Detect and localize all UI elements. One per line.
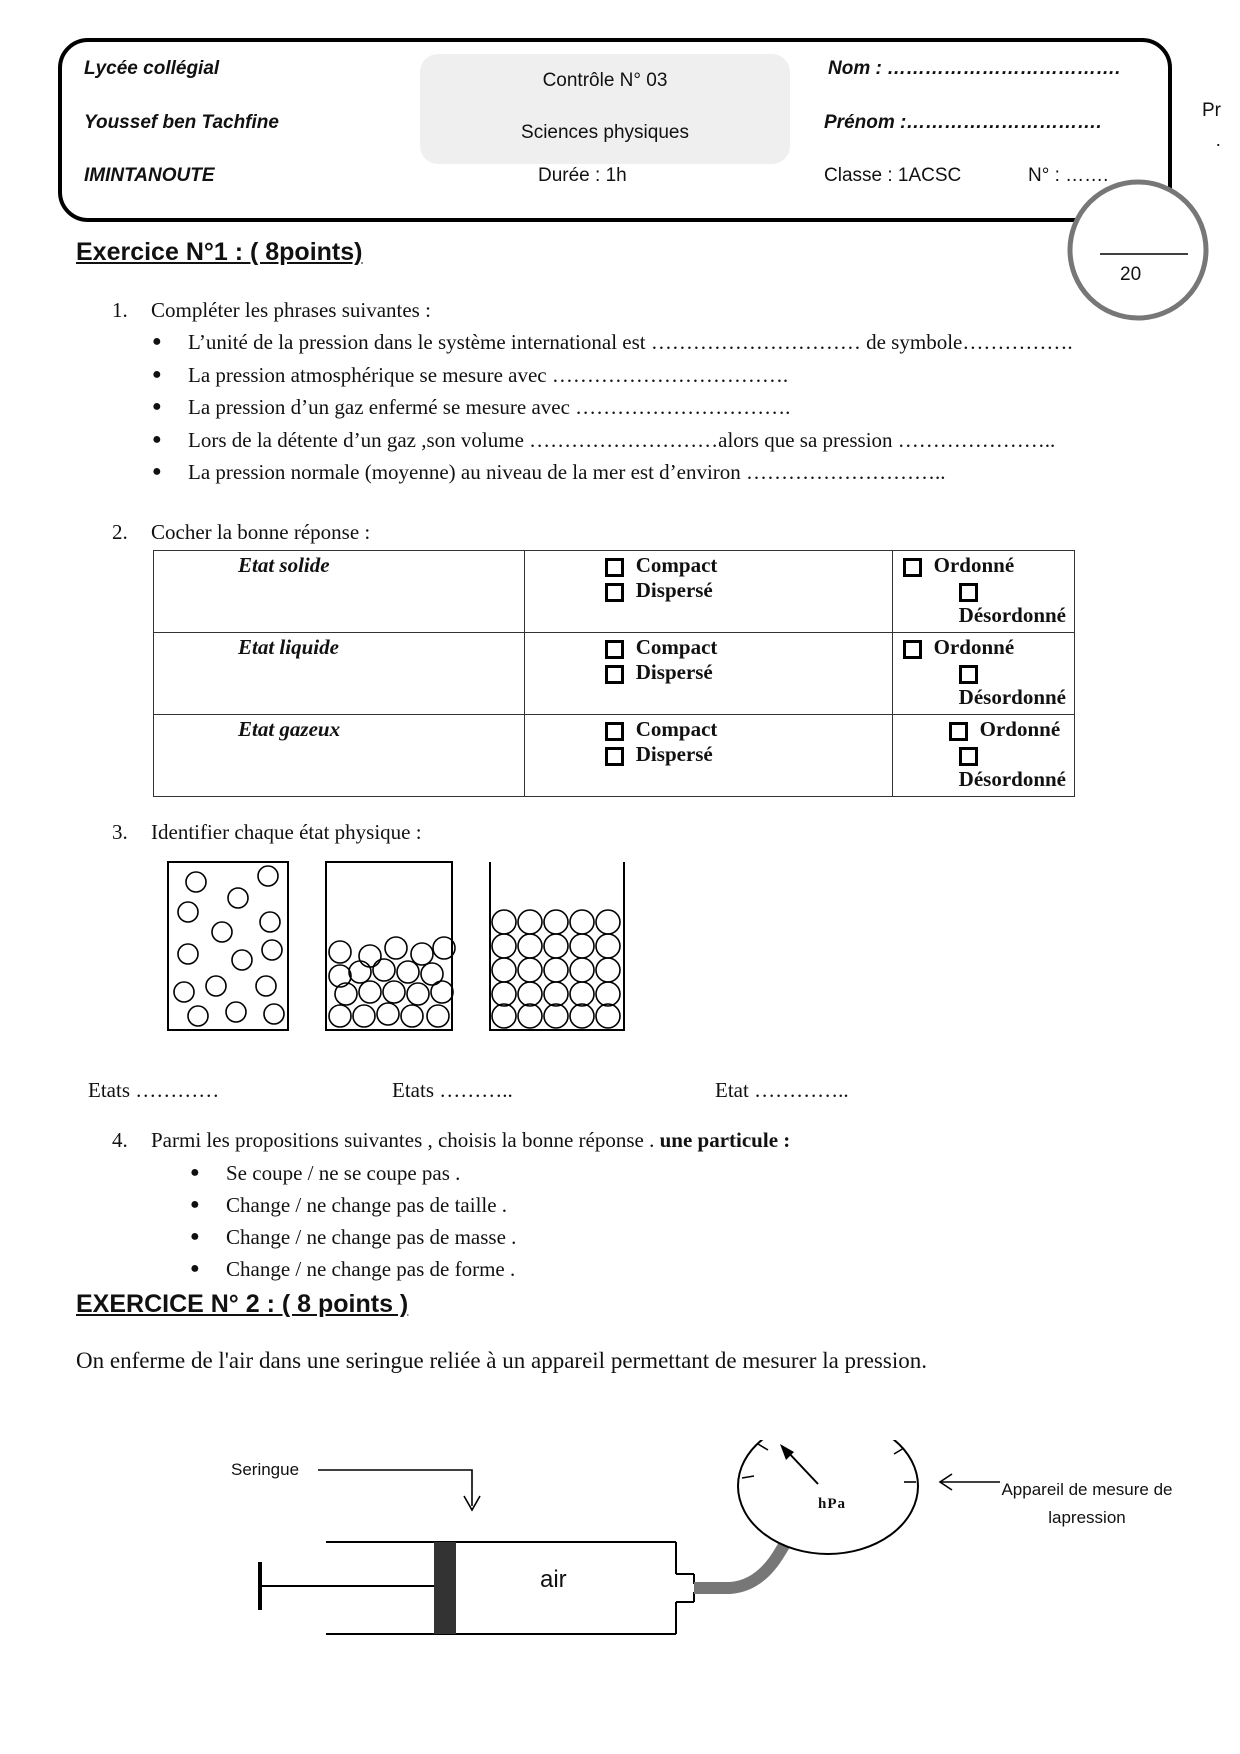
q2-number: 2. bbox=[112, 520, 128, 544]
q4-item-2: Change / ne change pas de taille . bbox=[226, 1193, 508, 1217]
bullet: ● bbox=[152, 463, 162, 480]
nom-field: Nom : ………………………………. bbox=[828, 58, 1121, 79]
checkbox[interactable] bbox=[959, 665, 978, 684]
option-compact[interactable]: Compact bbox=[605, 553, 884, 578]
exercise1-title: Exercice N°1 : ( 8points) bbox=[76, 238, 363, 266]
table-row bbox=[154, 551, 1075, 633]
device-label-line1: Appareil de mesure de bbox=[1001, 1480, 1173, 1499]
bullet: ● bbox=[190, 1196, 200, 1213]
checkbox[interactable] bbox=[959, 747, 978, 766]
device-label-line2: lapression bbox=[1048, 1508, 1126, 1527]
seringue-label: Seringue bbox=[231, 1460, 300, 1479]
q1-item-5: La pression normale (moyenne) au niveau de la mer est d’environ ……………………….. bbox=[188, 460, 946, 484]
bullet: ● bbox=[152, 431, 162, 448]
school-name-line2: Youssef ben Tachfine bbox=[84, 112, 279, 133]
state-label: Etat liquide bbox=[154, 633, 525, 715]
device-label bbox=[982, 1476, 1192, 1532]
gas-particles bbox=[174, 866, 284, 1026]
classe-field: Classe : 1ACSC bbox=[824, 165, 962, 186]
bullet: ● bbox=[190, 1260, 200, 1277]
prenom-field: Prénom :…………………………. bbox=[824, 112, 1102, 133]
option-compact[interactable]: Compact bbox=[605, 635, 884, 660]
option-ordonne[interactable]: Ordonné bbox=[903, 635, 1066, 660]
bullet: ● bbox=[190, 1228, 200, 1245]
checkbox[interactable] bbox=[903, 558, 922, 577]
checkbox[interactable] bbox=[605, 558, 624, 577]
checkbox[interactable] bbox=[903, 640, 922, 659]
checkbox[interactable] bbox=[959, 583, 978, 602]
state-answer-3: Etat ………….. bbox=[715, 1078, 849, 1102]
option-ordonne[interactable]: Ordonné bbox=[903, 553, 1066, 578]
table-row bbox=[154, 715, 1075, 797]
checkbox[interactable] bbox=[605, 747, 624, 766]
q1-item-1: L’unité de la pression dans le système international est ………………………… de symbole……………. bbox=[188, 330, 1073, 354]
checkbox[interactable] bbox=[605, 665, 624, 684]
air-label: air bbox=[540, 1566, 567, 1593]
subject: Sciences physiques bbox=[521, 122, 689, 143]
state-answer-2: Etats ……….. bbox=[392, 1078, 513, 1102]
particle-diagrams bbox=[160, 856, 640, 1036]
exercise2-title: EXERCICE N° 2 : ( 8 points ) bbox=[76, 1290, 409, 1318]
liquid-particles bbox=[329, 937, 455, 1027]
q4-item-4: Change / ne change pas de forme . bbox=[226, 1257, 516, 1281]
q3-number: 3. bbox=[112, 820, 128, 844]
checkbox[interactable] bbox=[949, 722, 968, 741]
syringe-diagram bbox=[240, 1440, 1240, 1660]
q4-item-1: Se coupe / ne se coupe pas . bbox=[226, 1161, 461, 1185]
states-table bbox=[153, 550, 1075, 797]
state-answer-1: Etats ………… bbox=[88, 1078, 220, 1102]
option-ordonne[interactable]: Ordonné bbox=[949, 717, 1066, 742]
option-disperse[interactable]: Dispersé bbox=[605, 578, 884, 603]
option-disperse[interactable]: Dispersé bbox=[605, 660, 884, 685]
option-desordonne[interactable]: Désordonné bbox=[949, 742, 1066, 792]
q1-item-4: Lors de la détente d’un gaz ,son volume ………………………alors que sa pression ………………….. bbox=[188, 428, 1056, 452]
duration: Durée : 1h bbox=[538, 165, 627, 186]
state-label: Etat gazeux bbox=[154, 715, 525, 797]
q1-item-2: La pression atmosphérique se mesure avec ……………………………. bbox=[188, 363, 789, 387]
q1-item-3: La pression d’un gaz enfermé se mesure avec …………………………. bbox=[188, 395, 791, 419]
option-desordonne[interactable]: Désordonné bbox=[903, 660, 1066, 710]
bullet: ● bbox=[152, 398, 162, 415]
exercise2-text: On enferme de l'air dans une seringue reliée à un appareil permettant de mesurer la pression. bbox=[76, 1348, 927, 1373]
q4-number: 4. bbox=[112, 1128, 128, 1152]
numero-field: N° : ……. bbox=[1028, 165, 1109, 186]
option-disperse[interactable]: Dispersé bbox=[605, 742, 884, 767]
q1-text: Compléter les phrases suivantes : bbox=[151, 298, 431, 322]
bullet: ● bbox=[190, 1164, 200, 1181]
school-name-line1: Lycée collégial bbox=[84, 58, 220, 79]
checkbox[interactable] bbox=[605, 583, 624, 602]
q4-text-bold: une particule : bbox=[659, 1128, 791, 1152]
bullet: ● bbox=[152, 366, 162, 383]
q1-number: 1. bbox=[112, 298, 128, 322]
option-compact[interactable]: Compact bbox=[605, 717, 884, 742]
q4-item-3: Change / ne change pas de masse . bbox=[226, 1225, 517, 1249]
gauge-unit-label: hPa bbox=[818, 1496, 847, 1512]
score-circle bbox=[1064, 176, 1214, 326]
solid-particles bbox=[492, 910, 620, 1028]
score-denominator: 20 bbox=[1120, 264, 1142, 285]
q4-text: Parmi les propositions suivantes , choisis la bonne réponse . une particule : bbox=[151, 1128, 791, 1152]
state-label: Etat solide bbox=[154, 551, 525, 633]
checkbox[interactable] bbox=[605, 722, 624, 741]
checkbox[interactable] bbox=[605, 640, 624, 659]
bullet: ● bbox=[152, 333, 162, 350]
table-row bbox=[154, 633, 1075, 715]
option-desordonne[interactable]: Désordonné bbox=[903, 578, 1066, 628]
margin-dot: . bbox=[1216, 130, 1221, 150]
margin-text: Pr bbox=[1202, 100, 1221, 121]
q3-text: Identifier chaque état physique : bbox=[151, 820, 422, 844]
q2-text: Cocher la bonne réponse : bbox=[151, 520, 371, 544]
school-name-line3: IMINTANOUTE bbox=[84, 165, 215, 186]
control-number: Contrôle N° 03 bbox=[542, 70, 668, 91]
